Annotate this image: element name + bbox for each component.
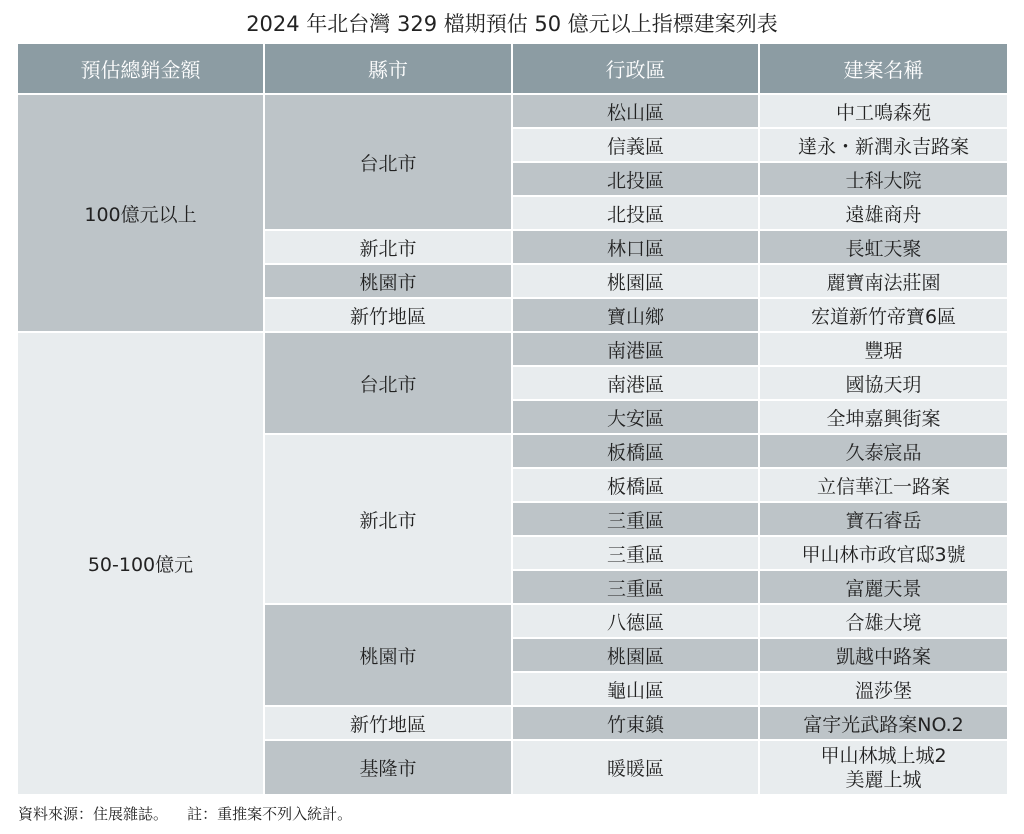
- header-city: 縣市: [264, 43, 512, 94]
- district-cell: 板橋區: [512, 468, 759, 502]
- header-amount: 預估總銷金額: [17, 43, 264, 94]
- district-cell: 寶山鄉: [512, 298, 759, 332]
- project-cell: 達永・新潤永吉路案: [759, 128, 1008, 162]
- district-cell: 大安區: [512, 400, 759, 434]
- city-cell: 新竹地區: [264, 706, 512, 740]
- city-cell: 台北市: [264, 94, 512, 230]
- header-row: [17, 43, 1008, 94]
- project-cell: 富宇光武路案NO.2: [759, 706, 1008, 740]
- project-cell: 立信華江一路案: [759, 468, 1008, 502]
- district-cell: 暖暖區: [512, 740, 759, 795]
- project-cell: 長虹天聚: [759, 230, 1008, 264]
- project-cell: 豐琚: [759, 332, 1008, 366]
- district-cell: 桃園區: [512, 638, 759, 672]
- project-cell: 凱越中路案: [759, 638, 1008, 672]
- district-cell: 信義區: [512, 128, 759, 162]
- table-title: 2024 年北台灣 329 檔期預估 50 億元以上指標建案列表: [246, 12, 778, 36]
- city-cell: 台北市: [264, 332, 512, 434]
- project-cell: 富麗天景: [759, 570, 1008, 604]
- district-cell: 北投區: [512, 162, 759, 196]
- city-cell: 基隆市: [264, 740, 512, 795]
- project-line: 美麗上城: [845, 768, 922, 791]
- header-district: 行政區: [512, 43, 759, 94]
- district-cell: 龜山區: [512, 672, 759, 706]
- footnote: 資料來源：住展雜誌。 註：重推案不列入統計。: [18, 805, 353, 823]
- project-cell: 溫莎堡: [759, 672, 1008, 706]
- project-cell: 士科大院: [759, 162, 1008, 196]
- district-cell: 板橋區: [512, 434, 759, 468]
- table-row: [17, 332, 1008, 366]
- project-cell: 遠雄商舟: [759, 196, 1008, 230]
- project-cell: 宏道新竹帝寶6區: [759, 298, 1008, 332]
- project-cell: 中工鳴森苑: [759, 94, 1008, 128]
- header-project: 建案名稱: [759, 43, 1008, 94]
- project-line: 甲山林城上城2: [820, 744, 947, 767]
- city-cell: 新北市: [264, 230, 512, 264]
- city-cell: 桃園市: [264, 604, 512, 706]
- district-cell: 林口區: [512, 230, 759, 264]
- district-cell: 南港區: [512, 332, 759, 366]
- district-cell: 三重區: [512, 536, 759, 570]
- projects-table: [16, 42, 1009, 796]
- project-cell: 全坤嘉興街案: [759, 400, 1008, 434]
- district-cell: 南港區: [512, 366, 759, 400]
- project-cell: 甲山林市政官邸3號: [759, 536, 1008, 570]
- city-cell: 新竹地區: [264, 298, 512, 332]
- district-cell: 北投區: [512, 196, 759, 230]
- district-cell: 竹東鎮: [512, 706, 759, 740]
- district-cell: 三重區: [512, 502, 759, 536]
- district-cell: 桃園區: [512, 264, 759, 298]
- city-cell: 新北市: [264, 434, 512, 604]
- project-cell: 國協天玥: [759, 366, 1008, 400]
- city-cell: 桃園市: [264, 264, 512, 298]
- table-row: [17, 94, 1008, 128]
- project-cell: 合雄大境: [759, 604, 1008, 638]
- project-cell: [759, 740, 1008, 795]
- district-cell: 八德區: [512, 604, 759, 638]
- district-cell: 松山區: [512, 94, 759, 128]
- district-cell: 三重區: [512, 570, 759, 604]
- table-body: [17, 94, 1008, 795]
- project-cell: 寶石睿岳: [759, 502, 1008, 536]
- amount-cell: 50-100億元: [17, 332, 264, 795]
- project-cell: 久泰宸品: [759, 434, 1008, 468]
- project-cell: 麗寶南法莊園: [759, 264, 1008, 298]
- amount-cell: 100億元以上: [17, 94, 264, 332]
